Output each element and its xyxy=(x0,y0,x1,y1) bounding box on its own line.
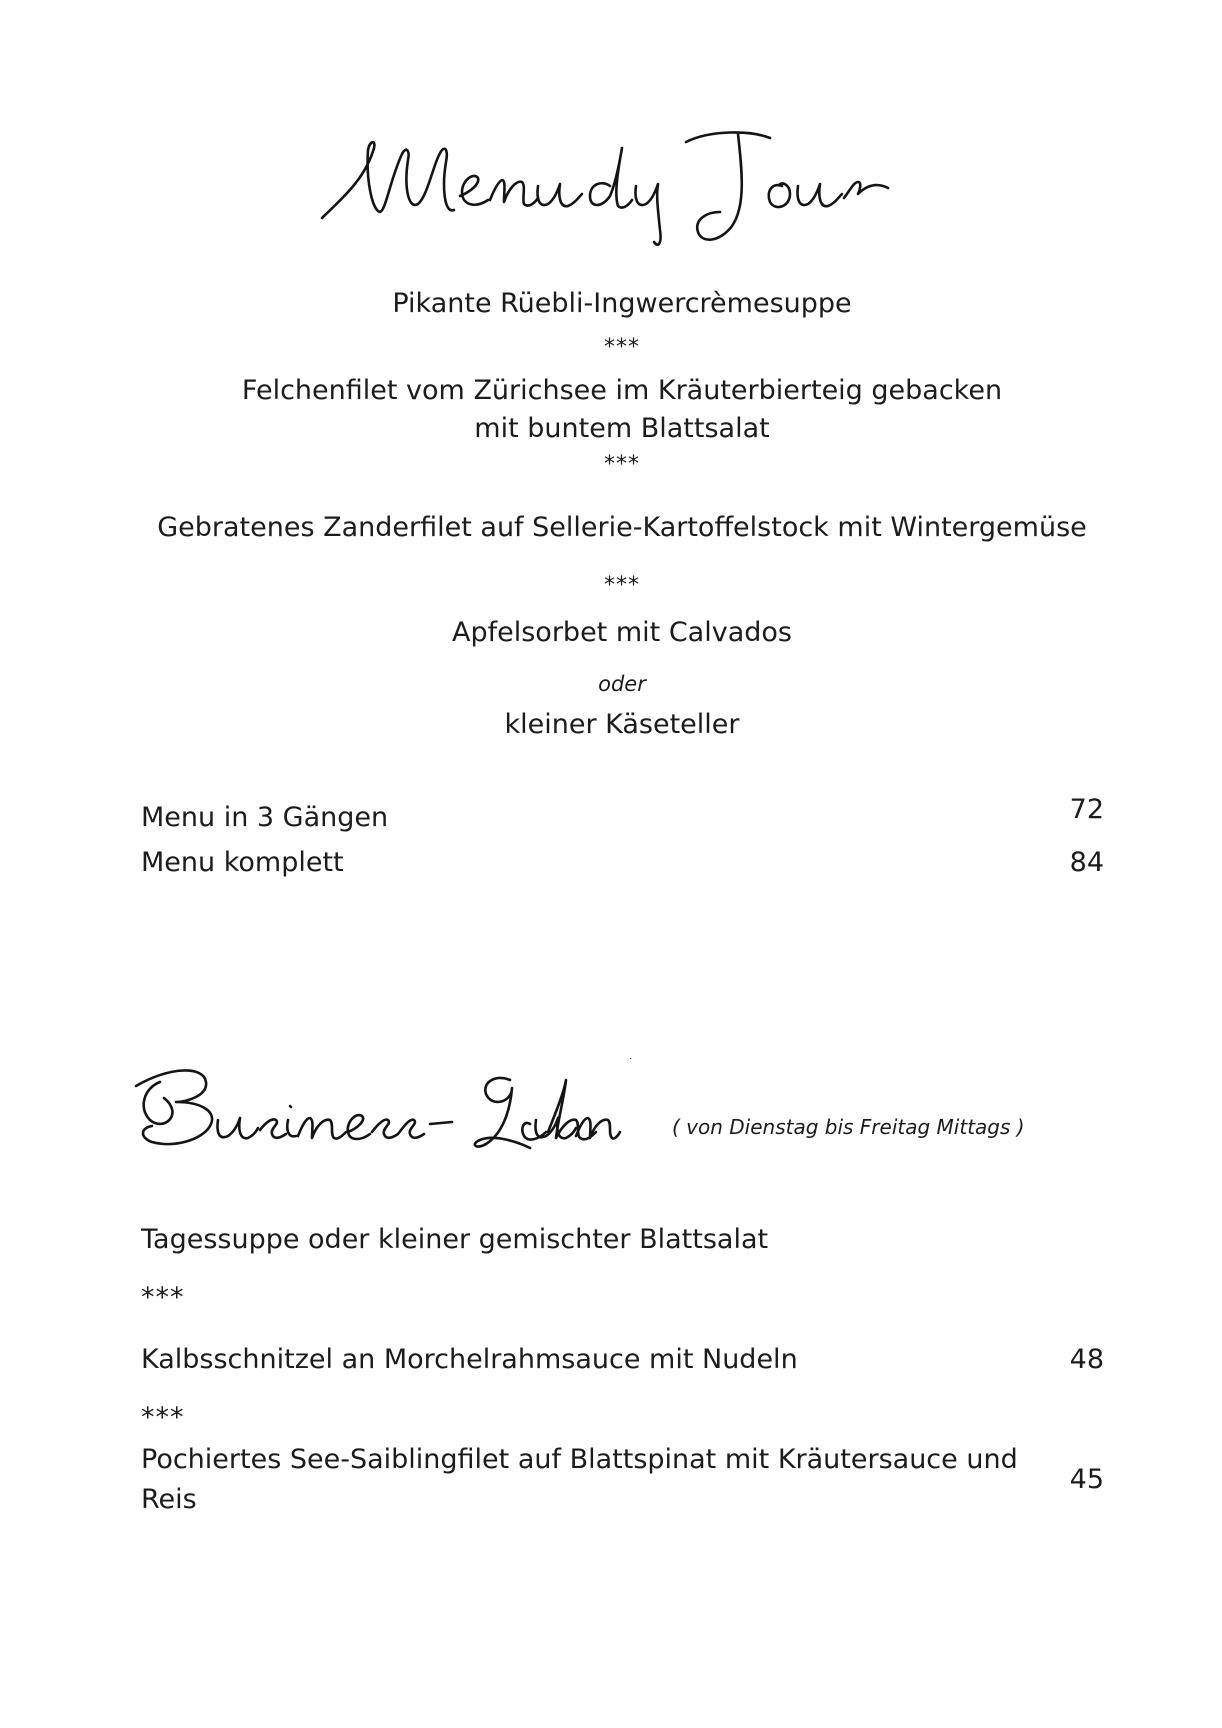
business-lunch-title-ch xyxy=(520,1058,630,1168)
menu-3-courses-price: 72 xyxy=(1069,794,1104,825)
course-soup: Pikante Rüebli-Ingwercrèmesuppe xyxy=(392,288,852,319)
course-or-divider: oder xyxy=(598,672,646,696)
business-lunch-title-tail xyxy=(630,1058,650,1168)
course-dessert: Apfelsorbet mit Calvados xyxy=(452,617,792,648)
menu-3-courses-label: Menu in 3 Gängen xyxy=(141,802,389,833)
menu-complete-label: Menu komplett xyxy=(141,847,344,878)
lunch-fish-label: Pochiertes See-Saiblingfilet auf Blattspinat mit Kräutersauce und xyxy=(141,1444,1018,1475)
lunch-starter-label: Tagessuppe oder kleiner gemischter Blattsalat xyxy=(141,1224,769,1255)
lunch-fish-price: 45 xyxy=(1069,1464,1104,1495)
lunch-separator: *** xyxy=(141,1282,185,1313)
course-cheese: kleiner Käseteller xyxy=(504,709,740,740)
business-lunch-title-text xyxy=(0,0,1,1)
menu-du-jour-title-text xyxy=(0,0,1,1)
course-fish: Felchenfilet vom Zürichsee im Kräuterbierteig gebacken xyxy=(241,375,1003,406)
course-separator: *** xyxy=(604,335,640,360)
course-main: Gebratenes Zanderfilet auf Sellerie-Kartoffelstock mit Wintergemüse xyxy=(157,512,1087,543)
lunch-veal-price: 48 xyxy=(1069,1344,1104,1375)
lunch-separator: *** xyxy=(141,1402,185,1433)
course-separator: *** xyxy=(604,452,640,477)
course-separator: *** xyxy=(604,573,640,598)
lunch-veal-label: Kalbsschnitzel an Morchelrahmsauce mit Nudeln xyxy=(141,1344,798,1375)
menu-complete-price: 84 xyxy=(1069,847,1104,878)
menu-du-jour-title xyxy=(310,120,900,260)
business-lunch-availability-note: ( von Dienstag bis Freitag Mittags ) xyxy=(672,1115,1025,1139)
course-fish-side: mit buntem Blattsalat xyxy=(474,413,770,444)
lunch-fish-label-line2: Reis xyxy=(141,1484,197,1515)
